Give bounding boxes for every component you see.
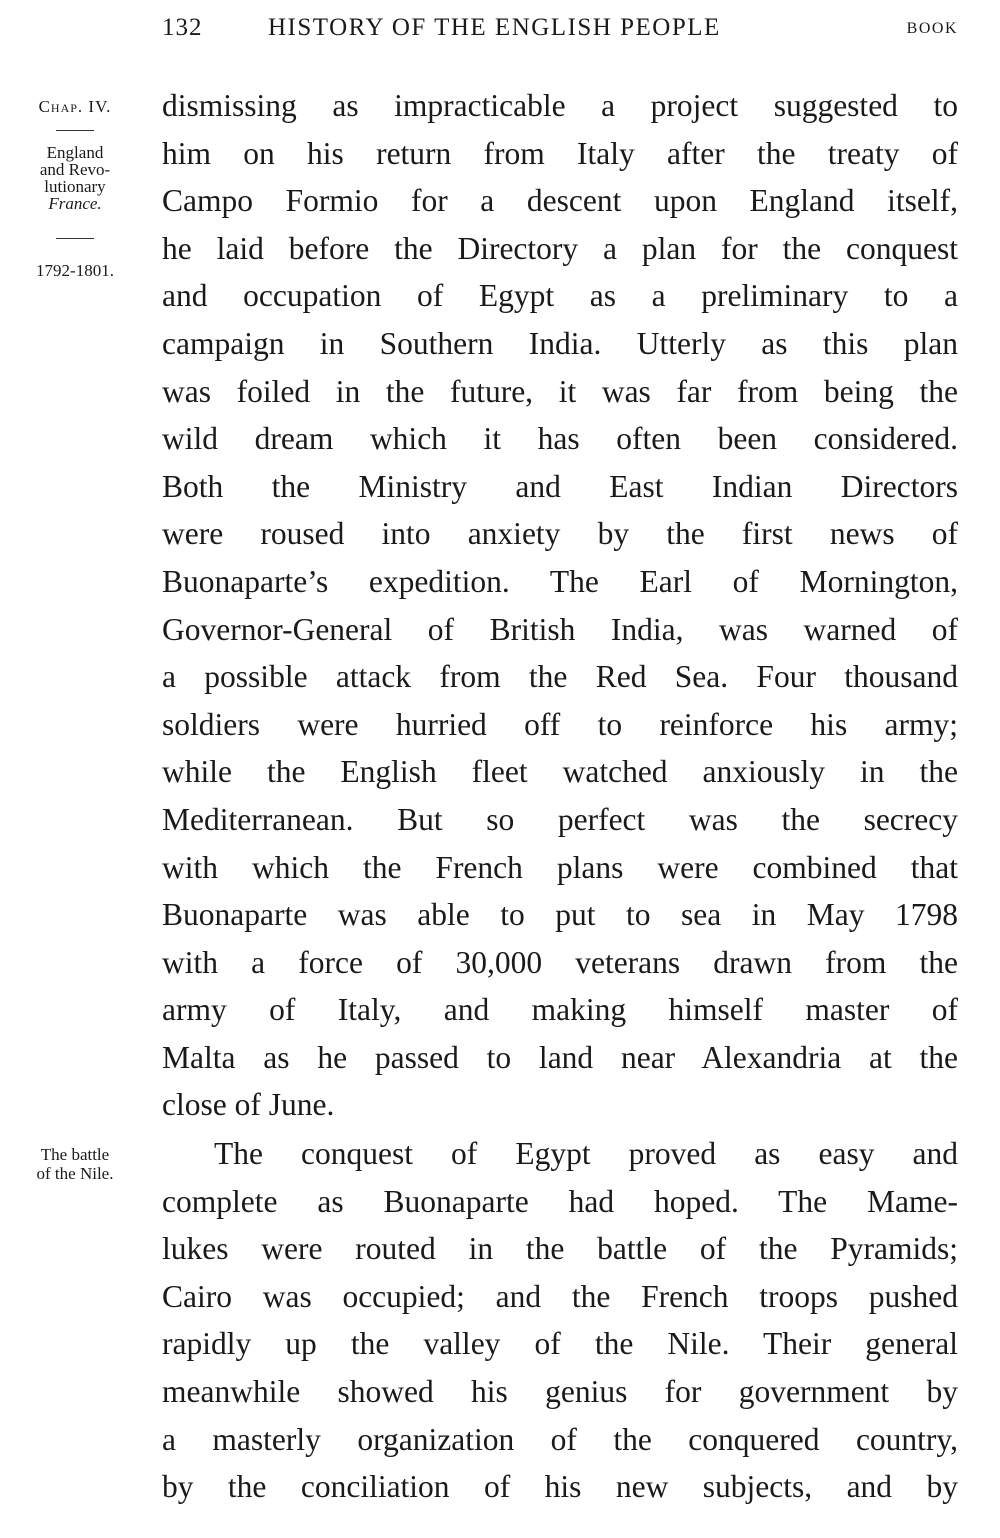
margin-rule [56,130,94,131]
running-title: HISTORY OF THE ENGLISH PEOPLE [268,14,721,41]
topic-line: lutionary [44,177,106,196]
text-line: with a force of 30,000 veterans drawn from the [162,944,958,980]
dates-margin-note: 1792-1801. [36,261,114,280]
text-line: a possible attack from the Red Sea. Four thousand [162,659,958,695]
book-label: BOOK [906,20,958,37]
running-head [162,14,958,48]
paragraph-1 [162,82,958,1129]
text-line: The conquest of Egypt proved as easy and [214,1136,958,1171]
text-line: lukes were routed in the battle of the Pyramids; [162,1231,958,1267]
chapter-label: Chap. IV. [38,97,112,116]
text-line: soldiers were hurried off to reinforce his army; [162,706,958,742]
text-line: he laid before the Directory a plan for the conquest [162,230,958,266]
text-line: and occupation of Egypt as a preliminary to a [162,278,958,314]
text-line: army of Italy, and making himself master of [162,992,958,1028]
text-line: Malta as he passed to land near Alexandria at the [162,1039,958,1075]
text-line: dismissing as impracticable a project suggested to [162,88,958,123]
text-line: Campo Formio for a descent upon England itself, [162,183,958,219]
text-line: Cairo was occupied; and the French troops pushed [162,1278,958,1314]
page-number: 132 [162,14,203,41]
topic-line: France. [48,194,102,213]
topic-line: England [46,143,104,162]
paragraph-2 [162,1130,958,1511]
text-line: rapidly up the valley of the Nile. Their general [162,1326,958,1362]
nile-note-line: The battle [40,1145,110,1164]
text-line: Governor-General of British India, was warned of [162,611,958,647]
text-line: Buonaparte’s expedition. The Earl of Mornington, [162,563,958,599]
text-line: was foiled in the future, it was far from being the [162,373,958,409]
topic-line: and Revo- [39,160,111,179]
text-line: were roused into anxiety by the first news of [162,516,958,552]
text-line: by the conciliation of his new subjects, and by [162,1469,958,1505]
text-line: while the English fleet watched anxiously in the [162,754,958,790]
margin-rule [56,238,94,239]
text-line: complete as Buonaparte had hoped. The Mame- [162,1183,958,1219]
text-line: Both the Ministry and East Indian Directors [162,468,958,504]
text-line: with which the French plans were combined that [162,849,958,885]
text-line: Mediterranean. But so perfect was the secrecy [162,801,958,837]
text-line: meanwhile showed his genius for government by [162,1373,958,1409]
text-line: a masterly organization of the conquered country, [162,1421,958,1457]
nile-margin-note [10,1145,140,1183]
text-line: Buonaparte was able to put to sea in May 1798 [162,897,958,933]
text-line: him on his return from Italy after the treaty of [162,135,958,171]
text-line: wild dream which it has often been considered. [162,421,958,457]
nile-note-line: of the Nile. [36,1164,114,1183]
text-line: campaign in Southern India. Utterly as this plan [162,325,958,361]
topic-margin-note [10,144,140,212]
text-line: close of June. [162,1087,335,1123]
